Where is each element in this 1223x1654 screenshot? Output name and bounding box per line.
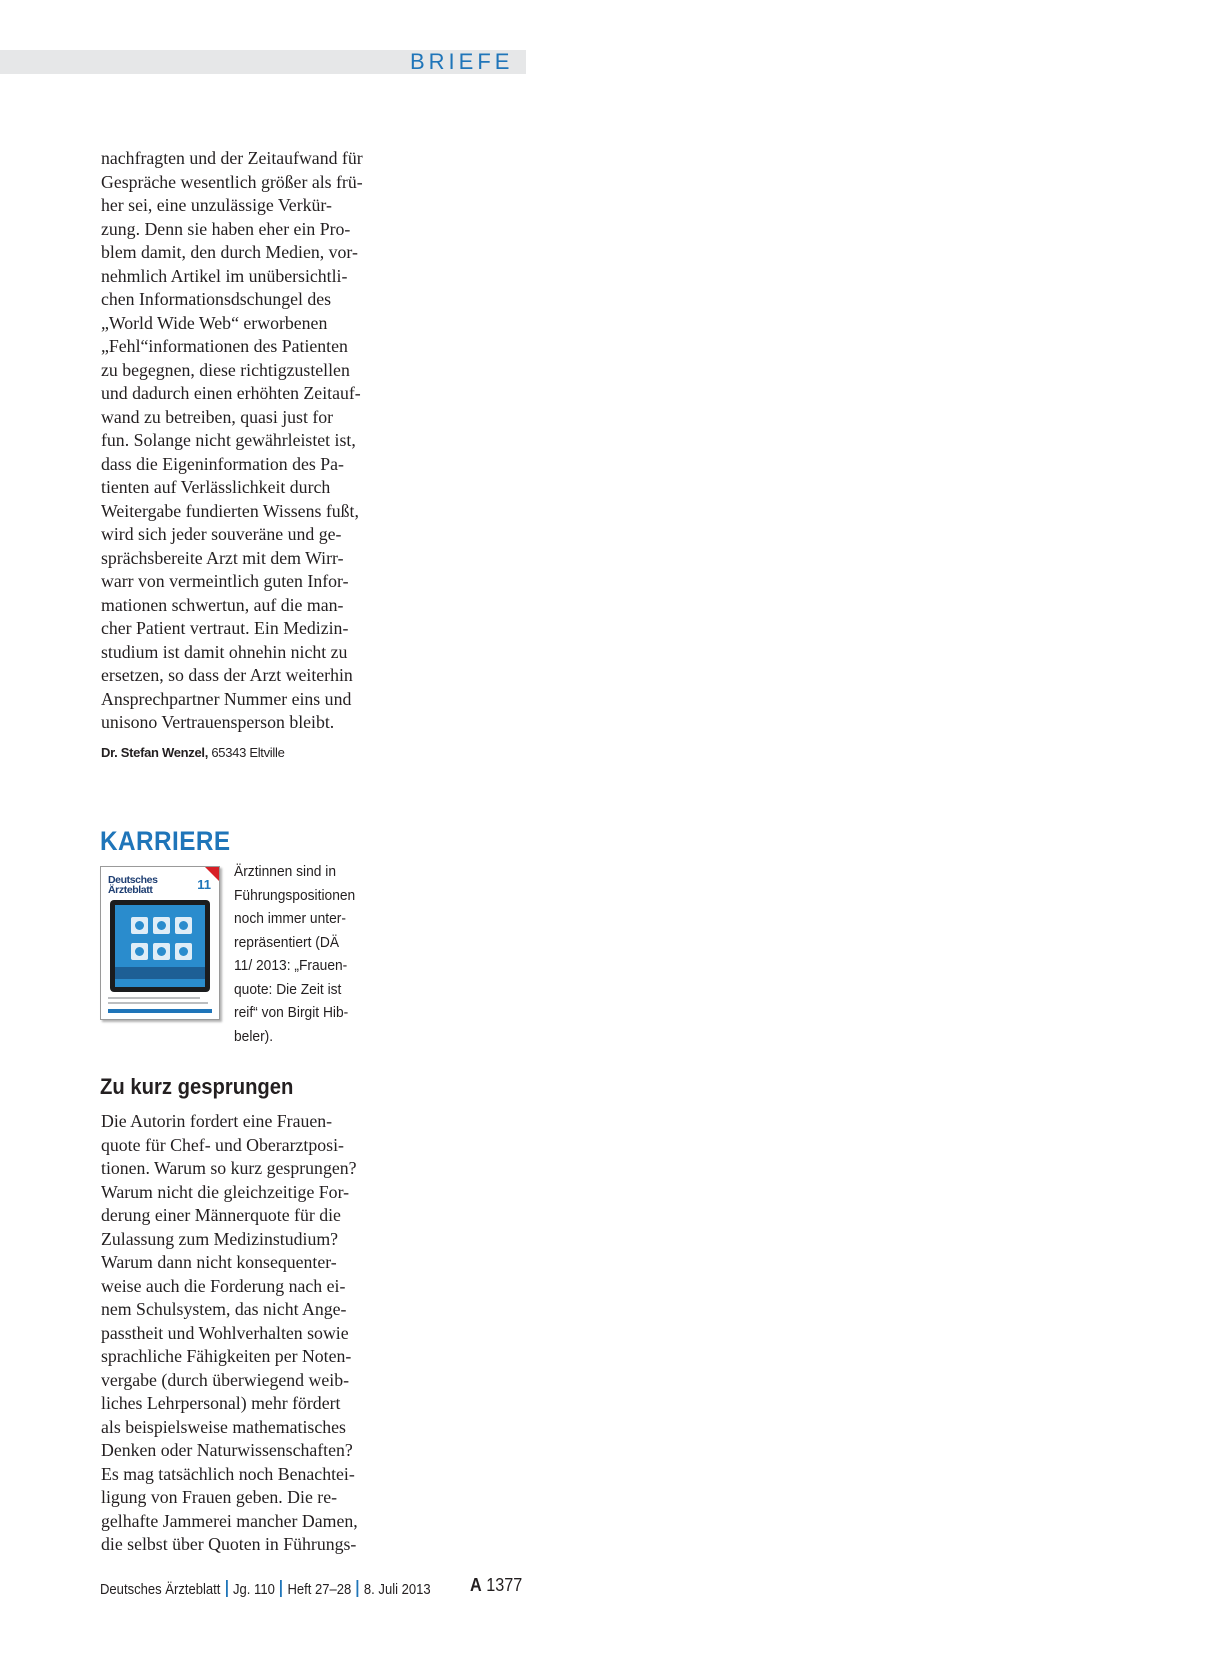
rubric-title: KARRIERE [100, 826, 231, 856]
letter-2-headline: Zu kurz gesprungen [100, 1074, 294, 1099]
text-line: Zulassung zum Medizinstudium? [101, 1228, 339, 1249]
text-line: ersetzen, so dass der Arzt weiterhin [101, 665, 353, 685]
magazine-cover-image [100, 866, 220, 1020]
text-line: ligung von Frauen geben. Die re- [101, 1487, 338, 1507]
author-name: Dr. Stefan Wenzel, [101, 745, 209, 760]
cover-text-rule [108, 997, 200, 999]
text-line: zung. Denn sie haben eher ein Pro- [101, 218, 351, 239]
footer-journal: Deutsches Ärzteblatt [100, 1582, 221, 1598]
caption-line: 11/ 2013: „Frauen- [234, 957, 348, 974]
page-number [470, 1575, 522, 1596]
text-line: nachfragten und der Zeitaufwand für [101, 148, 363, 168]
text-line: als beispielsweise mathematisches [101, 1416, 346, 1437]
text-line: nehmlich Artikel im unübersichtli- [101, 265, 348, 286]
cover-issue-number: 11 [197, 877, 211, 892]
text-line: Ansprechpartner Nummer eins und [101, 688, 352, 709]
text-line: Warum dann nicht konsequenter- [101, 1252, 337, 1272]
author-location: 65343 Eltville [208, 745, 285, 760]
text-line: blem damit, den durch Medien, vor- [101, 242, 358, 262]
text-line: „World Wide Web“ erworbenen [101, 312, 328, 333]
cover-text-rule [108, 1002, 208, 1004]
section-title: BRIEFE [410, 49, 514, 74]
cover-title [108, 875, 158, 895]
text-line: warr von vermeintlich guten Infor- [101, 571, 349, 591]
footer-volume: Jg. 110 [233, 1582, 275, 1598]
text-line: her sei, eine unzulässige Verkür- [101, 195, 332, 215]
text-line: mationen schwertun, auf die man- [101, 594, 344, 615]
cover-title-line: Deutsches [108, 874, 158, 886]
text-line: und dadurch einen erhöhten Zeitauf- [101, 383, 361, 403]
footer-date: 8. Juli 2013 [363, 1582, 431, 1598]
caption-line: Führungspositionen [234, 886, 356, 904]
tablet-illustration [110, 900, 210, 992]
footer-separator [226, 1580, 228, 1597]
page-footer [100, 1580, 431, 1598]
text-line: tionen. Warum so kurz gesprungen? [101, 1158, 357, 1178]
cover-caption [234, 860, 381, 1048]
page-prefix: A [470, 1575, 482, 1595]
text-line: wand zu betreiben, quasi just for [101, 406, 334, 427]
text-line: nem Schulsystem, das nicht Ange- [101, 1299, 347, 1319]
letter-1-signature [101, 745, 285, 760]
footer-separator [357, 1580, 359, 1597]
cover-title-line: Ärzteblatt [108, 884, 153, 896]
text-line: quote für Chef- und Oberarztposi- [101, 1134, 344, 1155]
text-line: zu begegnen, diese richtigzustellen [101, 359, 350, 380]
text-line: sprachliche Fähigkeiten per Noten- [101, 1346, 352, 1366]
text-line: cher Patient vertraut. Ein Medizin- [101, 618, 349, 638]
footer-issue: Heft 27–28 [287, 1582, 352, 1598]
text-line: weise auch die Forderung nach ei- [101, 1275, 346, 1296]
page-number-value: 1377 [486, 1575, 523, 1595]
app-icon [175, 917, 192, 934]
caption-line: repräsentiert (DÄ [234, 933, 340, 951]
text-line: wird sich jeder souveräne und ge- [101, 524, 342, 544]
text-line: Die Autorin fordert eine Frauen- [101, 1111, 333, 1131]
text-line: „Fehl“informationen des Patienten [101, 336, 348, 356]
letter-2-body [101, 1110, 391, 1557]
cover-banner [115, 967, 205, 979]
letter-1-body [101, 147, 391, 735]
text-line: passtheit und Wohlverhalten sowie [101, 1322, 349, 1343]
app-icon [175, 943, 192, 960]
text-line: Weitergabe fundierten Wissens fußt, [101, 500, 359, 521]
caption-line: beler). [234, 1027, 274, 1045]
text-line: Denken oder Naturwissenschaften? [101, 1440, 353, 1460]
text-line: Warum nicht die gleichzeitige For- [101, 1181, 350, 1202]
cover-bottom-stripe [108, 1009, 212, 1013]
text-line: derung einer Männerquote für die [101, 1205, 341, 1225]
text-line: dass die Eigeninformation des Pa- [101, 453, 344, 474]
text-line: studium ist damit ohnehin nicht zu [101, 641, 348, 662]
text-line: die selbst über Quoten in Führungs- [101, 1534, 357, 1554]
caption-line: reif“ von Birgit Hib- [234, 1004, 349, 1021]
footer-separator [280, 1580, 282, 1597]
text-line: Gespräche wesentlich größer als frü- [101, 171, 363, 192]
text-line: fun. Solange nicht gewährleistet ist, [101, 430, 356, 450]
app-icon [153, 917, 170, 934]
caption-line: noch immer unter- [234, 910, 346, 927]
text-line: unisono Vertrauensperson bleibt. [101, 712, 335, 732]
app-icon [131, 917, 148, 934]
tablet-screen [115, 905, 205, 987]
text-line: chen Informationsdschungel des [101, 289, 332, 309]
caption-line: quote: Die Zeit ist [234, 980, 342, 998]
app-icon [131, 943, 148, 960]
text-line: liches Lehrpersonal) mehr fördert [101, 1393, 341, 1413]
text-line: vergabe (durch überwiegend weib- [101, 1369, 350, 1390]
app-icon [153, 943, 170, 960]
text-line: Es mag tatsächlich noch Benachtei- [101, 1463, 355, 1484]
text-line: gelhafte Jammerei mancher Damen, [101, 1510, 358, 1531]
text-line: sprächsbereite Arzt mit dem Wirr- [101, 547, 344, 568]
text-line: tienten auf Verlässlichkeit durch [101, 477, 331, 497]
caption-line: Ärztinnen sind in [234, 863, 337, 880]
